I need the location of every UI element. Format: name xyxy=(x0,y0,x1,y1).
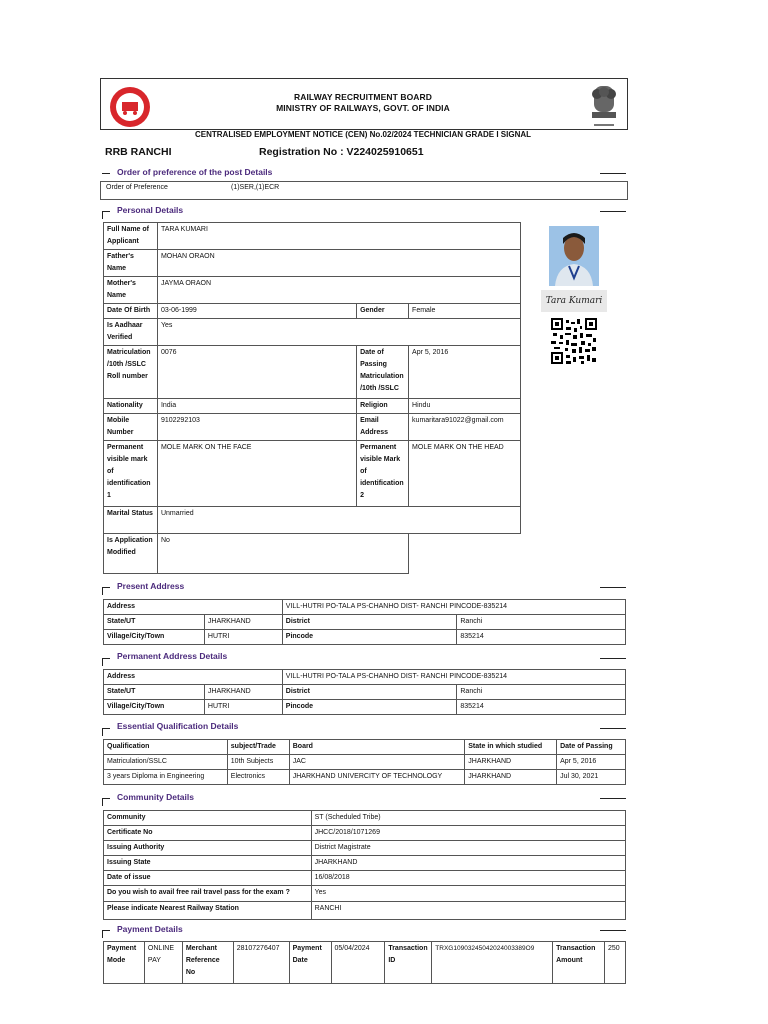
section-rule xyxy=(102,211,110,212)
authority-value: District Magistrate xyxy=(311,841,625,856)
table-cell: Electronics xyxy=(227,770,289,785)
table-cell: Matriculation/SSLC xyxy=(104,755,228,770)
section-tick xyxy=(102,798,103,806)
mark1-label: Permanent visible mark of identification 1 xyxy=(104,441,158,507)
district-label: District xyxy=(282,685,457,700)
table-row xyxy=(104,811,626,826)
issue-date-label: Date of issue xyxy=(104,871,312,886)
table-row xyxy=(104,826,626,841)
aadhaar-label: Is Aadhaar Verified xyxy=(104,319,158,346)
section-tick xyxy=(102,211,103,219)
payment-date-label: Payment Date xyxy=(289,942,331,984)
nationality-value: India xyxy=(157,399,356,414)
mother-name-label: Mother's Name xyxy=(104,277,158,304)
religion-value: Hindu xyxy=(409,399,521,414)
table-cell: Apr 5, 2016 xyxy=(557,755,626,770)
issue-date-value: 16/08/2018 xyxy=(311,871,625,886)
section-rule xyxy=(600,728,626,729)
table-cell: JHARKHAND xyxy=(465,770,557,785)
section-rule xyxy=(102,798,110,799)
table-row xyxy=(104,856,626,871)
district-label: District xyxy=(282,615,457,630)
board-header: Board xyxy=(289,740,465,755)
permanent-address-table xyxy=(103,669,626,715)
community-label: Community xyxy=(104,811,312,826)
registration-number: Registration No : V224025910651 xyxy=(259,146,424,158)
certificate-value: JHCC/2018/1071269 xyxy=(311,826,625,841)
qualification-header: Qualification xyxy=(104,740,228,755)
rrb-name: RRB RANCHI xyxy=(105,146,172,158)
station-label: Please indicate Nearest Railway Station xyxy=(104,902,312,920)
mark2-label: Permanent visible Mark of identification 2 xyxy=(357,441,409,507)
mother-name-value: JAYMA ORAON xyxy=(157,277,520,304)
station-value: RANCHI xyxy=(311,902,625,920)
section-rule xyxy=(102,930,110,931)
pincode-value: 835214 xyxy=(457,700,626,715)
email-value: kumaritara91022@gmail.com xyxy=(409,414,521,441)
rail-pass-value: Yes xyxy=(311,886,625,902)
payment-mode-value: ONLINE PAY xyxy=(144,942,182,984)
section-rule xyxy=(600,658,626,659)
issuing-state-label: Issuing State xyxy=(104,856,312,871)
mobile-label: Mobile Number xyxy=(104,414,158,441)
rail-pass-label: Do you wish to avail free rail travel pass for the exam ? xyxy=(104,886,312,902)
marital-value: Unmarried xyxy=(157,507,520,534)
dop-label: Date of Passing Matriculation /10th /SSLC xyxy=(357,346,409,399)
pincode-value: 835214 xyxy=(457,630,626,645)
permanent-address-title: Permanent Address Details xyxy=(117,651,228,661)
matric-label: Matriculation /10th /SSLC Roll number xyxy=(104,346,158,399)
table-cell: 10th Subjects xyxy=(227,755,289,770)
state-value: JHARKHAND xyxy=(204,685,282,700)
section-rule xyxy=(600,211,626,212)
state-header: State in which studied xyxy=(465,740,557,755)
father-name-label: Father's Name xyxy=(104,250,158,277)
section-tick xyxy=(102,930,103,938)
modified-value: No xyxy=(157,534,408,574)
village-value: HUTRI xyxy=(204,630,282,645)
community-title: Community Details xyxy=(117,792,194,802)
merchant-ref-label: Merchant Reference No xyxy=(182,942,233,984)
section-tick xyxy=(102,587,103,595)
table-cell: JAC xyxy=(289,755,465,770)
pincode-label: Pincode xyxy=(282,630,457,645)
payment-mode-label: Payment Mode xyxy=(104,942,145,984)
full-name-label: Full Name of Applicant xyxy=(104,223,158,250)
father-name-value: MOHAN ORAON xyxy=(157,250,520,277)
preference-box xyxy=(100,181,628,200)
table-cell: Jul 30, 2021 xyxy=(557,770,626,785)
community-table xyxy=(103,810,626,920)
transaction-id-label: Transaction ID xyxy=(385,942,432,984)
present-address-table xyxy=(103,599,626,645)
dob-label: Date Of Birth xyxy=(104,304,158,319)
certificate-label: Certificate No xyxy=(104,826,312,841)
transaction-amount-label: Transaction Amount xyxy=(553,942,605,984)
board-name: RAILWAY RECRUITMENT BOARD xyxy=(293,92,433,102)
table-row xyxy=(104,755,626,770)
table-row xyxy=(104,871,626,886)
full-name-value: TARA KUMARI xyxy=(157,223,520,250)
section-rule xyxy=(600,587,626,588)
state-label: State/UT xyxy=(104,685,205,700)
district-value: Ranchi xyxy=(457,615,626,630)
section-rule xyxy=(600,798,626,799)
authority-label: Issuing Authority xyxy=(104,841,312,856)
qualification-table xyxy=(103,739,626,785)
present-address-title: Present Address xyxy=(117,581,185,591)
pincode-label: Pincode xyxy=(282,700,457,715)
payment-date-value: 05/04/2024 xyxy=(331,942,385,984)
issuing-state-value: JHARKHAND xyxy=(311,856,625,871)
qr-code-icon xyxy=(551,318,597,364)
gender-value: Female xyxy=(409,304,521,319)
address-label: Address xyxy=(104,670,283,685)
mark2-value: MOLE MARK ON THE HEAD xyxy=(409,441,521,507)
applicant-photo xyxy=(549,226,599,286)
date-header: Date of Passing xyxy=(557,740,626,755)
dob-value: 03-06-1999 xyxy=(157,304,356,319)
section-tick xyxy=(102,658,103,666)
section-rule xyxy=(102,728,110,729)
ministry-name: MINISTRY OF RAILWAYS, GOVT. OF INDIA xyxy=(276,103,450,113)
personal-title: Personal Details xyxy=(117,205,184,215)
state-label: State/UT xyxy=(104,615,205,630)
section-rule xyxy=(102,658,110,659)
transaction-id-value: TRXG10903245042024003389O9 xyxy=(432,942,553,984)
section-rule xyxy=(600,173,626,174)
subject-header: subject/Trade xyxy=(227,740,289,755)
table-cell: JHARKHAND xyxy=(465,755,557,770)
religion-label: Religion xyxy=(357,399,409,414)
address-value: VILL-HUTRI PO-TALA PS-CHANHO DIST- RANCHI PINCODE-835214 xyxy=(282,670,625,685)
section-tick xyxy=(102,728,103,736)
dop-value: Apr 5, 2016 xyxy=(409,346,521,399)
empty-cell xyxy=(409,534,521,574)
section-rule xyxy=(102,173,110,174)
applicant-signature: Tara Kumari xyxy=(541,290,607,312)
nationality-label: Nationality xyxy=(104,399,158,414)
merchant-ref-value: 28107276407 xyxy=(233,942,289,984)
email-label: Email Address xyxy=(357,414,409,441)
table-row xyxy=(104,770,626,785)
district-value: Ranchi xyxy=(457,685,626,700)
table-row xyxy=(104,841,626,856)
community-value: ST (Scheduled Tribe) xyxy=(311,811,625,826)
section-rule xyxy=(102,587,110,588)
modified-label: Is Application Modified xyxy=(104,534,158,574)
payment-table xyxy=(103,941,626,984)
section-rule xyxy=(600,930,626,931)
transaction-amount-value: 250 xyxy=(604,942,625,984)
address-label: Address xyxy=(104,600,283,615)
state-value: JHARKHAND xyxy=(204,615,282,630)
table-row xyxy=(104,902,626,920)
table-cell: JHARKHAND UNIVERCITY OF TECHNOLOGY xyxy=(289,770,465,785)
personal-table xyxy=(103,222,521,574)
preference-title: Order of preference of the post Details xyxy=(117,167,273,177)
matric-value: 0076 xyxy=(157,346,356,399)
mark1-value: MOLE MARK ON THE FACE xyxy=(157,441,356,507)
address-value: VILL-HUTRI PO-TALA PS-CHANHO DIST- RANCHI PINCODE-835214 xyxy=(282,600,625,615)
marital-label: Marital Status xyxy=(104,507,158,534)
preference-label: Order of Preference xyxy=(106,184,168,191)
village-label: Village/City/Town xyxy=(104,630,205,645)
village-label: Village/City/Town xyxy=(104,700,205,715)
village-value: HUTRI xyxy=(204,700,282,715)
mobile-value: 9102292103 xyxy=(157,414,356,441)
notice-title: CENTRALISED EMPLOYMENT NOTICE (CEN) No.02/2024 TECHNICIAN GRADE I SIGNAL xyxy=(194,130,532,139)
qualification-title: Essential Qualification Details xyxy=(117,721,239,731)
table-row xyxy=(104,886,626,902)
gender-label: Gender xyxy=(357,304,409,319)
table-cell: 3 years Diploma in Engineering xyxy=(104,770,228,785)
payment-title: Payment Details xyxy=(117,924,183,934)
preference-value: (1)SER,(1)ECR xyxy=(231,184,280,191)
aadhaar-value: Yes xyxy=(157,319,520,346)
